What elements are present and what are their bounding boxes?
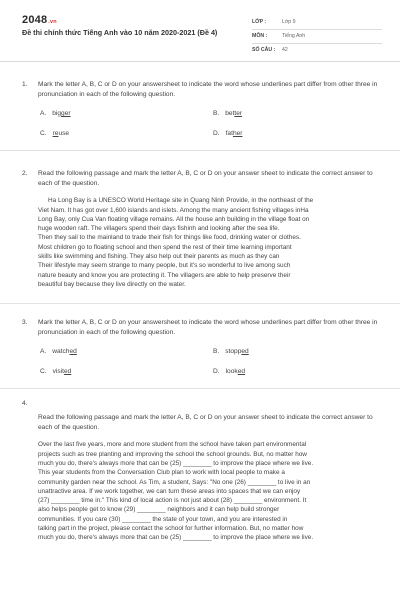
meta-value: 42 <box>282 47 288 54</box>
passage-line: Viet Nam. It has got over 1,600 islands and islets. Among the many ancient fishing villages inHa <box>38 206 309 214</box>
option-underlined: her <box>232 129 243 137</box>
meta-value: Lớp 9 <box>282 18 296 25</box>
passage-line: Their lifestyle may seem strange to many people, but it's so wonderful to live among such <box>38 262 291 270</box>
passage-line: communities. If you care (30) ________ the state of your town, and you are interested in <box>38 515 288 523</box>
passage-line: talking part in the project, please contact the school for further information. But, no matter how <box>38 524 304 532</box>
logo-text: 2048 <box>22 14 48 26</box>
question-prompt: Mark the letter A, B, C or D on your answersheet to indicate the word whose underlines part differ from other three in pronunciation in each of the following question. <box>38 319 378 336</box>
passage-line: Most children go to floating school and then spend the rest of their time learning important <box>38 243 292 251</box>
option-letter: C. <box>40 129 47 137</box>
meta-row-subject <box>252 30 382 44</box>
meta-row-question-count <box>252 44 382 58</box>
meta-key: SỐ CÂU : <box>252 47 276 54</box>
option-text: stopp <box>225 348 242 356</box>
meta-key: LỚP : <box>252 18 267 25</box>
question-2 <box>0 151 400 304</box>
option-text: big <box>52 110 62 118</box>
option-letter: B. <box>213 348 220 356</box>
option-letter: A. <box>40 348 47 356</box>
option-underlined: re <box>52 129 59 137</box>
option-letter: D. <box>213 367 220 375</box>
answer-options <box>40 109 380 138</box>
question-4 <box>0 389 400 554</box>
option-underlined: ed <box>237 367 246 375</box>
question-1 <box>0 62 400 151</box>
question-number: 2. <box>22 170 28 178</box>
option-c[interactable] <box>40 367 213 377</box>
option-text: use <box>58 129 70 137</box>
passage-line: also helps people get to know (29) ________ neighbors and it can help build stronger <box>38 506 280 514</box>
logo-suffix: .vn <box>48 19 57 25</box>
passage-line: Long Bay, only Cua Van floating village remains. All the house anh building in the village float on <box>38 215 310 223</box>
reading-passage <box>38 440 380 542</box>
passage-line: nature beauty and know you are protecting it. The villagers are able to help preserve their <box>38 271 291 279</box>
option-letter: C. <box>40 367 47 375</box>
exam-content <box>0 62 400 554</box>
option-text: watch <box>52 348 70 356</box>
option-letter: B. <box>213 110 220 118</box>
option-underlined: ed <box>69 348 77 356</box>
passage-line: Then they sail to the mainland to trade their fish for things like food, drinking water or clothes. <box>38 234 301 242</box>
answer-options <box>40 347 380 376</box>
option-underlined: ter <box>234 110 243 118</box>
option-underlined: ed <box>63 367 72 375</box>
passage-line: much you do, there's always more that can be (25) ________ to improve the place where we live. <box>38 459 314 467</box>
meta-key: MÔN : <box>252 32 268 39</box>
question-prompt: Read the following passage and mark the letter A, B, C or D on your answer sheet to indicate the correct answer to each of the question. <box>38 170 373 187</box>
meta-row-class <box>252 16 382 30</box>
option-d[interactable] <box>213 129 363 139</box>
passage-line: This year students from the Conversation Club plan to work with local people to make a <box>38 469 285 477</box>
option-a[interactable] <box>40 347 213 357</box>
option-letter: A. <box>40 110 47 118</box>
site-logo[interactable] <box>22 13 57 29</box>
question-3 <box>0 304 400 389</box>
passage-line: Ha Long Bay is a UNESCO World Heritage site in Quang Ninh Provide, in the northeast of the <box>48 197 314 205</box>
option-text: visit <box>52 367 64 375</box>
option-underlined: ed <box>241 348 249 356</box>
passage-line: beautiful bay because they live directly on the water. <box>38 280 186 288</box>
option-text: fat <box>225 129 233 137</box>
question-number: 3. <box>22 319 28 327</box>
passage-line: (27) ________ time in." This kind of local action is not just about (28) ________ environment. It <box>38 497 307 505</box>
option-letter: D. <box>213 129 220 137</box>
meta-value: Tiếng Anh <box>282 32 306 39</box>
passage-line: unattractive area. If we work together, we can turn these areas into spaces that we can enjoy <box>38 487 301 495</box>
option-text: bet <box>225 110 235 118</box>
exam-meta-table <box>252 16 382 58</box>
option-b[interactable] <box>213 109 363 119</box>
question-prompt: Mark the letter A, B, C or D on your answersheet to indicate the word whose underlines part differ from other three in pronunciation in each of the following question. <box>38 81 378 98</box>
passage-line: skills like swimming and fishing. They also help out their parents as much as they can <box>38 252 280 260</box>
option-c[interactable] <box>40 129 213 139</box>
option-d[interactable] <box>213 367 363 377</box>
exam-title: Đề thi chính thức Tiếng Anh vào 10 năm 2020-2021 (Đề 4) <box>22 28 218 37</box>
option-underlined: ger <box>61 110 71 118</box>
passage-line: Over the last five years, more and more student from the school have taken part environmental <box>38 441 307 449</box>
option-text: look <box>225 367 238 375</box>
question-number: 1. <box>22 81 28 88</box>
option-b[interactable] <box>213 347 363 357</box>
question-number: 4. <box>22 400 28 408</box>
passage-line: projects such as tree planting and improving the school the school grounds. But, no matter how <box>38 450 307 458</box>
passage-line: community garden near the school. As Tim, a student, Says: "No one (26) ________ to live in an <box>38 478 311 486</box>
page-header <box>0 0 400 62</box>
question-prompt: Read the following passage and mark the letter A, B, C or D on your answer sheet to indicate the correct answer to each of the question. <box>38 414 373 431</box>
passage-line: huge wooden raft. The villagers spend their days fishinh and looking after the sea life. <box>38 225 280 233</box>
reading-passage <box>38 196 380 289</box>
option-a[interactable] <box>40 109 213 119</box>
passage-line: much you do, there's always more that can be (25) ________ to improve the place where we live. <box>38 534 314 542</box>
